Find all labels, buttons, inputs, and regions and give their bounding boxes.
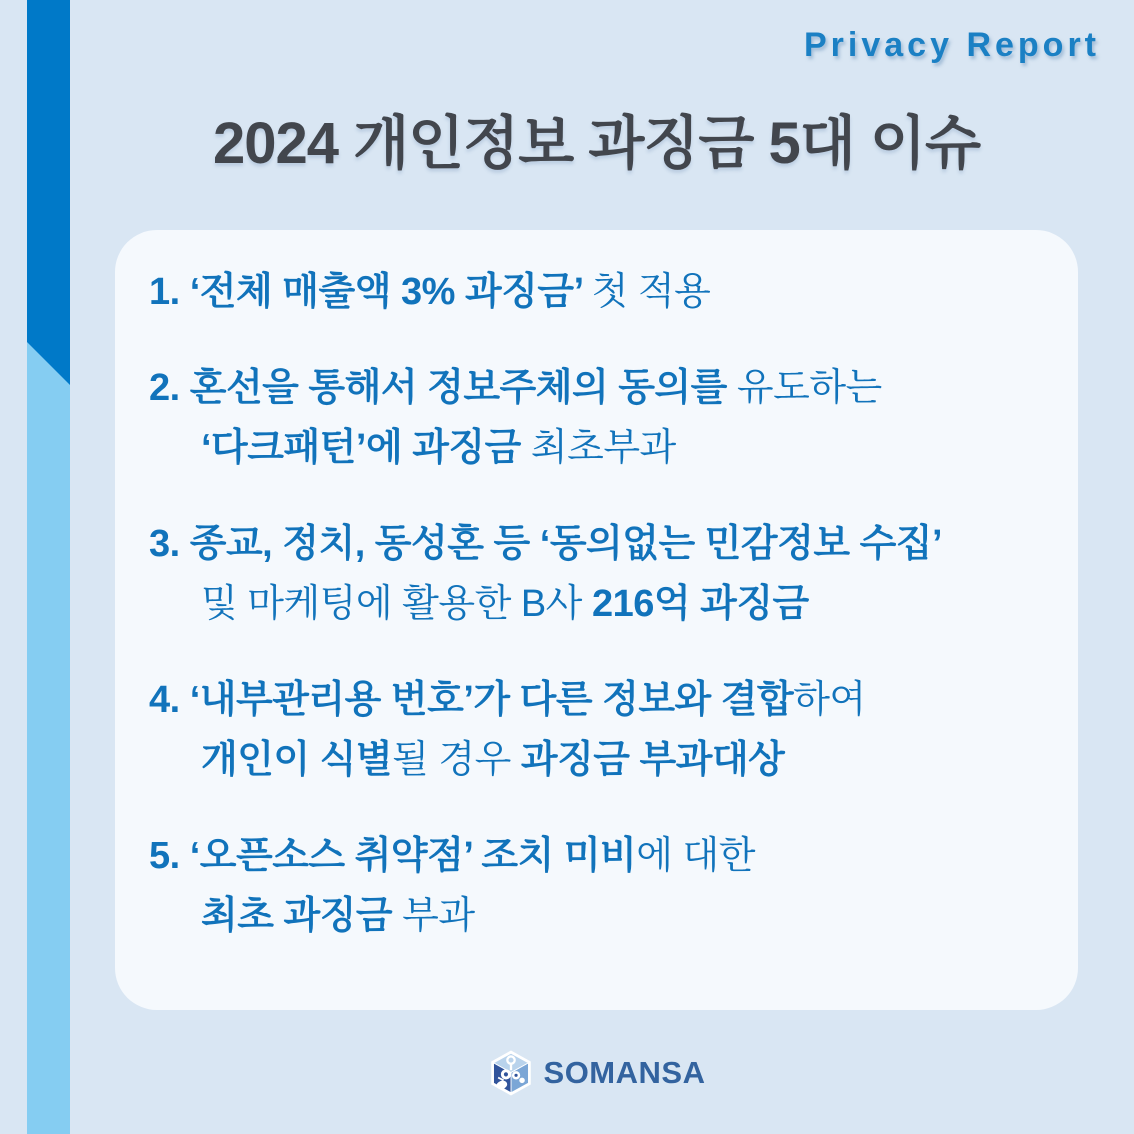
issue-text-regular: 첫 적용 bbox=[591, 271, 711, 313]
issue-2-line-1 bbox=[149, 358, 1064, 418]
issue-5-line-1 bbox=[149, 826, 1064, 886]
issue-item-2 bbox=[149, 358, 1064, 478]
issue-text-bold: 2. 혼선을 통해서 정보주체의 동의를 bbox=[149, 367, 737, 409]
issue-item-5 bbox=[149, 826, 1064, 946]
issue-1-line-1 bbox=[149, 262, 1064, 322]
issue-5-line-2 bbox=[149, 886, 1064, 946]
issue-item-4 bbox=[149, 670, 1064, 790]
issue-text-regular: 에 대한 bbox=[636, 835, 755, 877]
issue-4-line-1 bbox=[149, 670, 1064, 730]
left-stripe-dark bbox=[27, 0, 70, 385]
somansa-cube-icon bbox=[488, 1050, 534, 1096]
left-stripe-light bbox=[27, 342, 70, 1134]
issue-2-line-2 bbox=[149, 418, 1064, 478]
logo-text: SOMANSA bbox=[543, 1055, 706, 1090]
issue-text-regular: 최초부과 bbox=[530, 427, 676, 469]
footer-logo bbox=[115, 1050, 1078, 1096]
page-title: 2024 개인정보 과징금 5대 이슈 bbox=[212, 111, 981, 176]
issue-text-bold: 과징금 부과대상 bbox=[520, 739, 785, 781]
issue-text-regular: 유도하는 bbox=[736, 367, 882, 409]
issue-text-regular: 부과 bbox=[402, 895, 475, 937]
issue-item-3 bbox=[149, 514, 1064, 634]
report-label: Privacy Report bbox=[804, 26, 1100, 64]
issue-text-bold: 최초 과징금 bbox=[201, 895, 403, 937]
issues-card bbox=[115, 230, 1078, 1010]
issue-text-regular: 하여 bbox=[793, 679, 866, 721]
issue-text-bold: 개인이 식별 bbox=[201, 739, 393, 781]
issues-list bbox=[115, 230, 1078, 946]
issue-text-bold: 3. 종교, 정치, 동성혼 등 ‘동의없는 민감정보 수집’ bbox=[149, 523, 943, 565]
issue-3-line-2 bbox=[149, 574, 1064, 634]
issue-text-regular: 및 마케팅에 활용한 B사 bbox=[201, 583, 592, 625]
issue-text-regular: 될 경우 bbox=[392, 739, 521, 781]
issue-text-bold: 1. ‘전체 매출액 3% 과징금’ bbox=[149, 271, 592, 313]
issue-text-bold: ‘다크패턴’에 과징금 bbox=[201, 427, 531, 469]
issue-item-1 bbox=[149, 262, 1064, 322]
issue-text-bold: 216억 과징금 bbox=[591, 583, 809, 625]
issue-4-line-2 bbox=[149, 730, 1064, 790]
issue-text-bold: 4. ‘내부관리용 번호’가 다른 정보와 결합 bbox=[149, 679, 794, 721]
issue-3-line-1 bbox=[149, 514, 1064, 574]
issue-text-bold: 5. ‘오픈소스 취약점’ 조치 미비 bbox=[149, 835, 637, 877]
